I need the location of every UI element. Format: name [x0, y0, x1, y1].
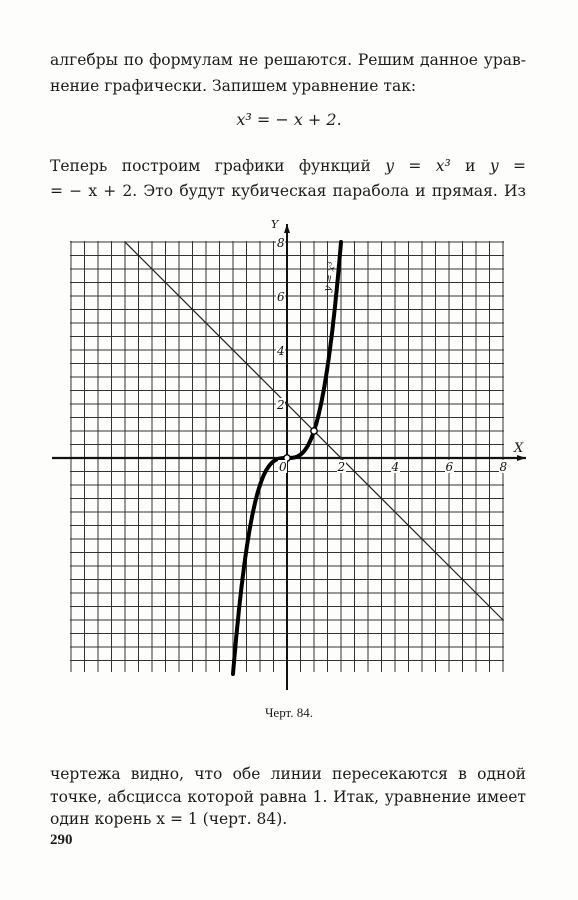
- x-axis-label: X: [514, 441, 524, 456]
- intersection-point: [311, 428, 317, 434]
- y-tick-label: 4: [277, 344, 285, 358]
- cubic-function-label: y = x³: [385, 157, 451, 175]
- paragraph-3-line-1: чертежа видно, что обе линии пересекаются в одной: [50, 765, 526, 783]
- y-tick-label: 8: [277, 236, 285, 250]
- paragraph-2-line-2: = − x + 2. Это будут кубическая парабола и прямая. Из: [50, 182, 526, 200]
- y-axis-arrow: [284, 224, 290, 233]
- line-function-label: y =: [489, 157, 526, 175]
- origin-label: 0: [279, 460, 287, 474]
- equation: x³ = − x + 2.: [236, 110, 342, 129]
- x-tick-label: 2: [337, 460, 346, 474]
- paragraph-3-line-2: точке, абсцисса которой равна 1. Итак, уравнение имеет: [50, 788, 526, 806]
- graph-labels: [271, 218, 524, 474]
- x-tick-label: 6: [445, 460, 454, 474]
- paragraph-3-line-3: один корень x = 1 (черт. 84).: [50, 810, 288, 828]
- y-axis-label: Y: [271, 218, 279, 231]
- page-number: 290: [50, 832, 73, 848]
- y-tick-label: 2: [277, 398, 285, 412]
- conjunction-text: и: [465, 157, 476, 175]
- y-tick-label: 6: [277, 290, 285, 304]
- x-tick-label: 8: [499, 460, 508, 474]
- figure-caption: Черт. 84.: [264, 705, 313, 720]
- paragraph-2-text: Теперь построим графики функций: [50, 157, 371, 175]
- paragraph-1-line-1: алгебры по формулам не решаются. Решим данное урав-: [50, 51, 526, 69]
- paragraph-1-line-2: нение графически. Запишем уравнение так:: [50, 77, 417, 95]
- cubic-curve-label: y = x³: [322, 261, 339, 293]
- x-tick-label: 4: [391, 460, 400, 474]
